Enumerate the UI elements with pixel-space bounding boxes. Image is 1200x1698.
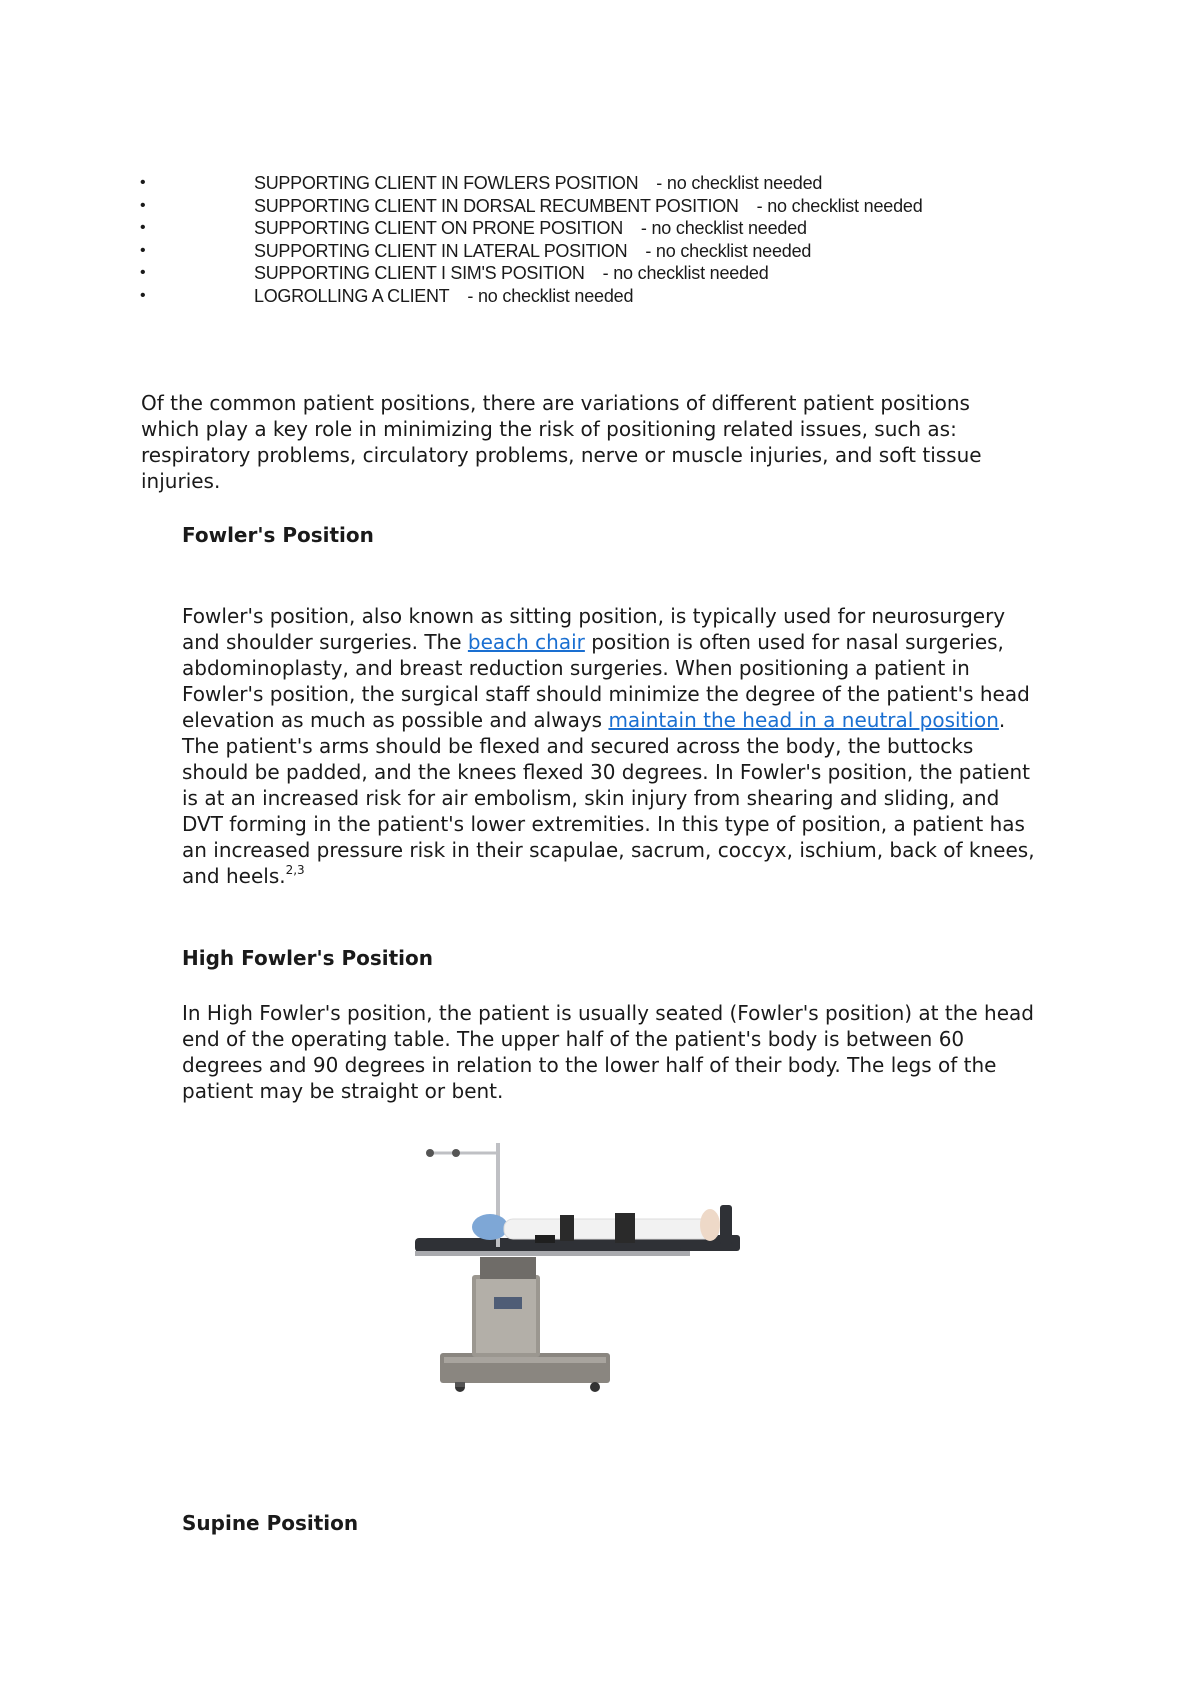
- fowlers-text-1: Fowler's position, also known as sitting position, is typically used for neurosurgery and shoulder surgeries. The: [182, 604, 1006, 654]
- bullet-icon: •: [140, 264, 146, 282]
- reference-superscript: 2,3: [285, 863, 305, 877]
- list-item-text: [254, 262, 769, 285]
- list-item-text: [254, 172, 822, 195]
- high-fowlers-paragraph: In High Fowler's position, the patient is usually seated (Fowler's position) at the head end of the operating table. The upper half of the patient's body is between 60 degrees and 90 degrees in relation to the lower half of their body. The legs of the patient may be straight or bent.: [182, 1001, 1034, 1103]
- beach-chair-link[interactable]: beach chair: [467, 630, 585, 654]
- neutral-head-position-link[interactable]: maintain the head in a neutral position: [608, 708, 999, 732]
- caster-wheel: [590, 1382, 600, 1392]
- skill-note: - no checklist needed: [756, 195, 923, 216]
- skill-name: SUPPORTING CLIENT IN DORSAL RECUMBENT POSITION: [254, 195, 739, 216]
- skill-note: - no checklist needed: [602, 263, 769, 284]
- list-item-text: [254, 240, 811, 263]
- list-item-text: [254, 285, 633, 308]
- bullet-icon: •: [140, 286, 146, 304]
- bullet-icon: •: [140, 219, 146, 237]
- intro-paragraph: Of the common patient positions, there are variations of different patient positions which play a key role in minimizing the risk of positioning related issues, such as: respiratory problems, circulatory problems, nerve or muscle injuries, and soft tissue injuries.: [141, 391, 982, 493]
- skill-name: SUPPORTING CLIENT ON PRONE POSITION: [254, 218, 623, 239]
- bullet-icon: •: [140, 241, 146, 259]
- skill-note: - no checklist needed: [467, 285, 634, 306]
- patient-head: [472, 1214, 508, 1240]
- skill-note: - no checklist needed: [645, 240, 812, 261]
- skill-note: - no checklist needed: [656, 173, 823, 193]
- skill-name: SUPPORTING CLIENT IN LATERAL POSITION: [254, 240, 628, 261]
- skill-name: SUPPORTING CLIENT I SIM'S POSITION: [254, 263, 585, 284]
- bullet-icon: •: [140, 196, 146, 214]
- high-fowlers-heading: High Fowler's Position: [182, 946, 434, 970]
- fowlers-heading: Fowler's Position: [182, 523, 374, 547]
- skill-note: - no checklist needed: [640, 218, 807, 239]
- supine-heading: Supine Position: [182, 1511, 359, 1535]
- skill-name: SUPPORTING CLIENT IN FOWLERS POSITION: [254, 173, 639, 193]
- fowlers-text-2: position is often used for nasal surgeries, abdominoplasty, and breast reduction surgeries. When positioning a patient in Fowler's position, the surgical staff should minimize the degree of the patient's head elevation as much as possible and always: [182, 630, 1030, 732]
- list-item-text: [254, 195, 923, 218]
- operating-table-figure: [410, 1135, 780, 1400]
- fowlers-text-3: . The patient's arms should be flexed and secured across the body, the buttocks should be padded, and the knees flexed 30 degrees. In Fowler's position, the patient is at an increased risk for air embolism, skin injury from shearing and sliding, and DVT forming in the patient's lower extremities. In this type of position, a patient has an increased pressure risk in their scapulae, sacrum, coccyx, ischium, back of knees, and heels.: [182, 708, 1035, 888]
- fowlers-paragraph: [182, 603, 1042, 889]
- skill-name: LOGROLLING A CLIENT: [254, 285, 450, 306]
- list-item-text: [254, 217, 807, 240]
- bullet-icon: •: [140, 174, 146, 191]
